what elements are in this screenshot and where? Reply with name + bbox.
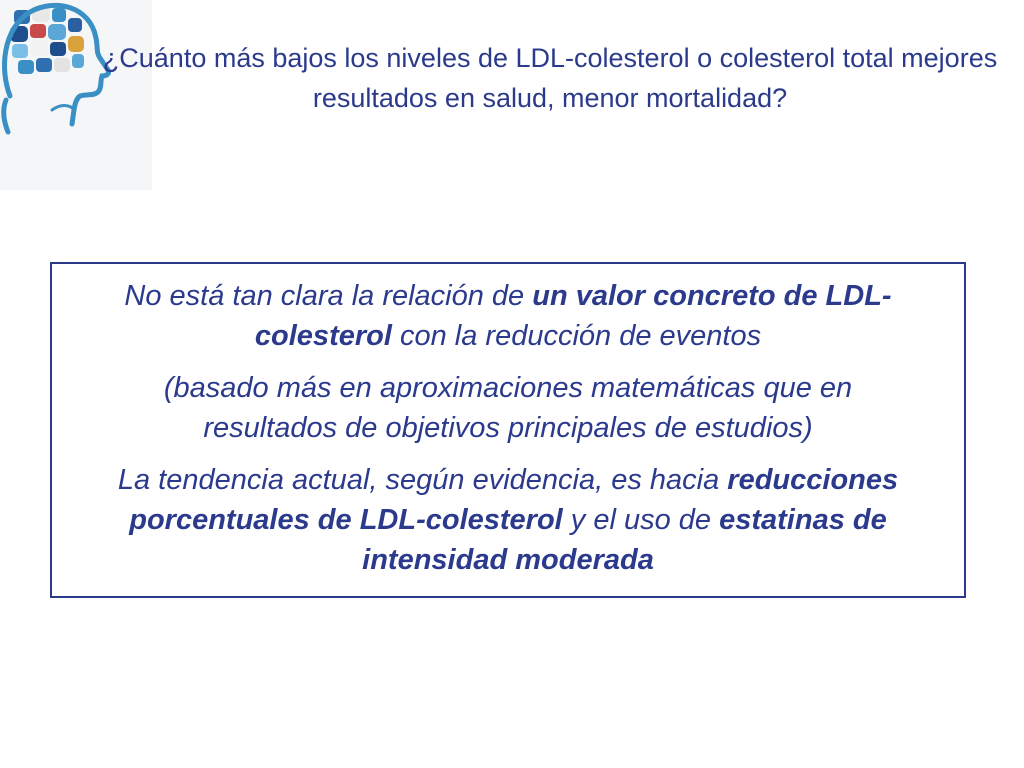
content-box — [50, 262, 966, 598]
paragraph-trend-bold-1: reducciones porcentuales de LDL-colesterol — [129, 464, 899, 536]
paragraph-ldl-value-text-1: No está tan clara la relación de — [124, 280, 533, 312]
paragraph-basis: (basado más en aproximaciones matemáticas que en resultados de objetivos principales de estudios) — [163, 372, 853, 444]
paragraph-ldl-value-text-2: con la reducción de eventos — [391, 320, 762, 352]
paragraph-trend-text-2: y el uso de — [562, 504, 720, 536]
paragraph-trend-text-1: La tendencia actual, según evidencia, es hacia — [117, 464, 728, 496]
slide-title: ¿Cuánto más bajos los niveles de LDL-colesterol o colesterol total mejores resultados en salud, menor mortalidad? — [102, 43, 998, 113]
paragraph-ldl-value — [52, 276, 964, 356]
paragraph-trend-bold-2: estatinas de intensidad moderada — [362, 504, 887, 576]
paragraph-trend — [52, 460, 964, 580]
paragraph-ldl-value-bold: un valor concreto de LDL-colesterol — [254, 280, 892, 352]
